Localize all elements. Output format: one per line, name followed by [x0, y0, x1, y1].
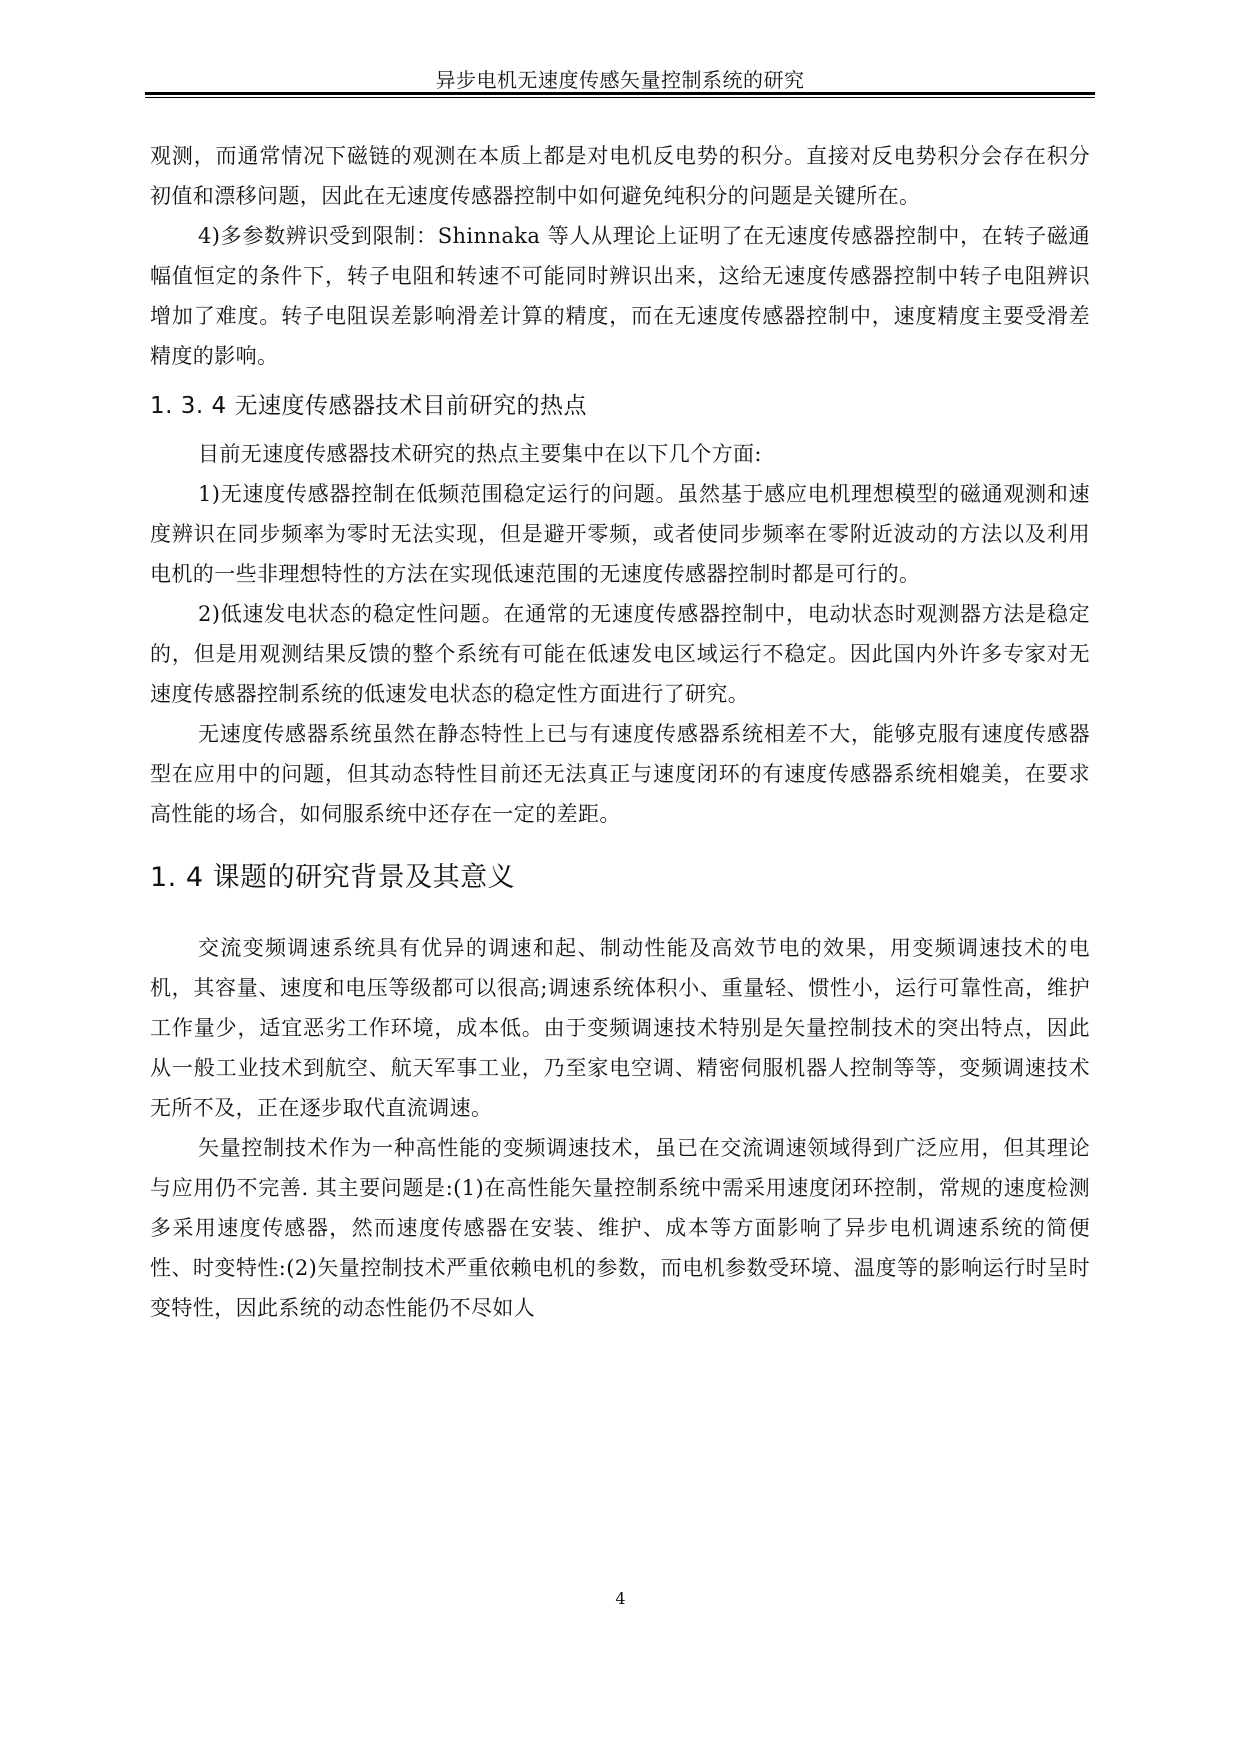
paragraph-summary: 无速度传感器系统虽然在静态特性上已与有速度传感器系统相差不大，能够克服有速度传感器型在应用中的问题，但其动态特性目前还无法真正与速度闭环的有速度传感器系统相媲美，在要求高性能的场合，如伺服系统中还存在一定的差距。: [150, 722, 1090, 826]
page-number: 4: [615, 1589, 626, 1608]
section-heading-1-3-4: 1. 3. 4 无速度传感器技术目前研究的热点: [150, 393, 587, 419]
paragraph-continuation: 观测，而通常情况下磁链的观测在本质上都是对电机反电势的积分。直接对反电势积分会存在积分初值和漂移问题，因此在无速度传感器控制中如何避免纯积分的问题是关键所在。: [150, 144, 1090, 208]
page-content: [150, 136, 1090, 1328]
paragraph-hotspot-1: 1)无速度传感器控制在低频范围稳定运行的问题。虽然基于感应电机理想模型的磁通观测和速度辨识在同步频率为零时无法实现，但是避开零频，或者使同步频率在零附近波动的方法以及利用电机的一些非理想特性的方法在实现低速范围的无速度传感器控制时都是可行的。: [150, 482, 1090, 586]
paragraph-research-hotspots-intro: 目前无速度传感器技术研究的热点主要集中在以下几个方面:: [198, 442, 762, 466]
paragraph-multi-parameter-identification: 4)多参数辨识受到限制：Shinnaka 等人从理论上证明了在无速度传感器控制中，在转子磁通幅值恒定的条件下，转子电阻和转速不可能同时辨识出来，这给无速度传感器控制中转子电阻辨识增加了难度。转子电阻误差影响滑差计算的精度，而在无速度传感器控制中，速度精度主要受滑差精度的影响。: [150, 224, 1090, 368]
header-rule-thin: [145, 97, 1095, 98]
header-rule-thick: [145, 92, 1095, 95]
running-header-title: 异步电机无速度传感矢量控制系统的研究: [435, 68, 805, 92]
paragraph-background-2: 矢量控制技术作为一种高性能的变频调速技术，虽已在交流调速领域得到广泛应用，但其理论与应用仍不完善. 其主要问题是:(1)在高性能矢量控制系统中需采用速度闭环控制，常规的速度检测多采用速度传感器，然而速度传感器在安装、维护、成本等方面影响了异步电机调速系统的简便性、时变特性:(2)矢量控制技术严重依赖电机的参数，而电机参数受环境、温度等的影响运行时呈时变特性，因此系统的动态性能仍不尽如人: [150, 1136, 1090, 1320]
section-heading-1-4: 1. 4 课题的研究背景及其意义: [150, 862, 516, 893]
paragraph-hotspot-2: 2)低速发电状态的稳定性问题。在通常的无速度传感器控制中，电动状态时观测器方法是稳定的，但是用观测结果反馈的整个系统有可能在低速发电区域运行不稳定。因此国内外许多专家对无速度传感器控制系统的低速发电状态的稳定性方面进行了研究。: [150, 602, 1090, 706]
paragraph-background-1: 交流变频调速系统具有优异的调速和起、制动性能及高效节电的效果，用变频调速技术的电机，其容量、速度和电压等级都可以很高;调速系统体积小、重量轻、惯性小，运行可靠性高，维护工作量少，适宜恶劣工作环境，成本低。由于变频调速技术特别是矢量控制技术的突出特点，因此从一般工业技术到航空、航天军事工业，乃至家电空调、精密伺服机器人控制等等，变频调速技术无所不及，正在逐步取代直流调速。: [150, 936, 1090, 1120]
